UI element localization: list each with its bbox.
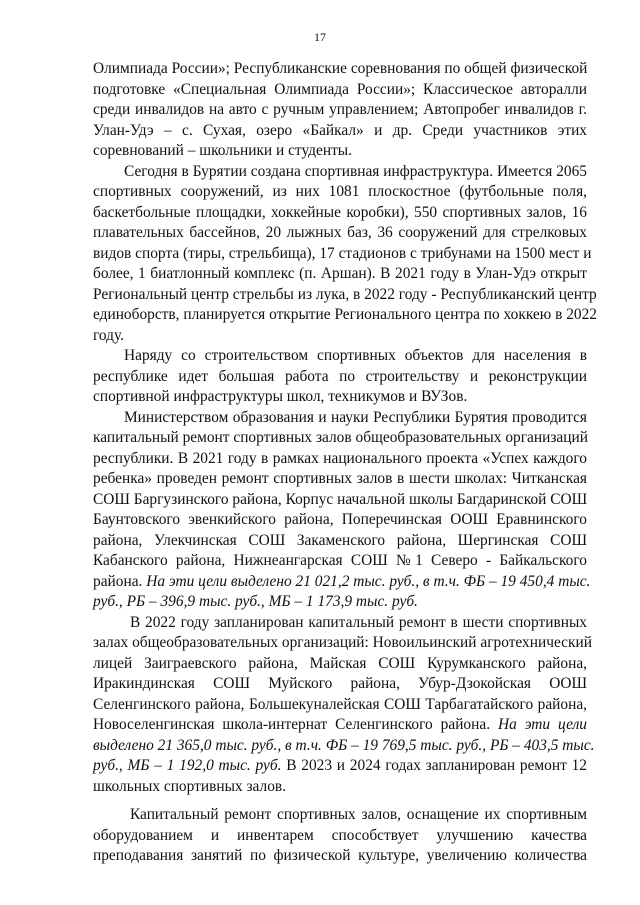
text-line: Селенгинского района, Большекуналейская СОШ Тарбагатайского района, (93, 695, 587, 713)
text-line: Министерством образования и науки Республики Бурятия проводится (124, 408, 587, 426)
text-line: оборудованием и инвентарем способствует улучшению качества (93, 826, 587, 844)
text-line: Наряду со строительством спортивных объектов для населения в (124, 347, 587, 364)
text-line: республики. В 2021 году в рамках национального проекта «Успех каждого (93, 449, 587, 467)
text-line (93, 715, 587, 736)
funding-text: выделено 21 365,0 тыс. руб., в т.ч. ФБ – 19 769,5 тыс. руб., РБ – 403,5 тыс. (93, 736, 595, 754)
text-line: ребенка» проведен ремонт спортивных залов в шести школах: Читканская (93, 470, 587, 487)
text-line: В 2022 году запланирован капитальный ремонт в шести спортивных (130, 613, 587, 631)
text-line: Региональный центр стрельбы из лука, в 2022 году - Республиканский центр (93, 285, 597, 303)
text-line (93, 756, 587, 777)
funding-text: На эти цели выделено 21 021,2 тыс. руб., в т.ч. ФБ – 19 450,4 тыс. (146, 572, 591, 590)
text-line: соревнований – школьники и студенты. (93, 142, 352, 159)
text-line: подготовке «Специальная Олимпиада России»; Классическое авторалли (93, 80, 587, 98)
text-line: лицей Заиграевского района, Майская СОШ Курумканского района, (93, 654, 587, 672)
text-segment: Новоселенгинская школа-интернат Селенгинского района. (93, 716, 498, 733)
text-line: Баунтовского эвенкийского района, Поперечинская ООШ Еравнинского (93, 511, 587, 528)
funding-text: руб., РБ – 396,9 тыс. руб., МБ – 1 173,9 тыс. руб. (93, 593, 418, 610)
text-line: плавательных бассейнов, 20 лыжных баз, 36 сооружений для стрелковых (93, 224, 587, 241)
text-line: района, Улекчинская СОШ Закаменского района, Шергинская СОШ (93, 531, 587, 549)
text-line: Сегодня в Бурятии создана спортивная инфраструктура. Имеется 2065 (124, 162, 587, 180)
text-line: республике идет большая работа по строительству и реконструкции (93, 367, 587, 385)
funding-text: На эти цели (497, 716, 587, 733)
text-line: Капитальный ремонт спортивных залов, оснащение их спортивным (130, 806, 587, 823)
text-line: баскетбольные площадки, хоккейные коробки), 550 спортивных залов, 16 (93, 203, 587, 221)
text-line: среди инвалидов на авто с ручным управлением; Автопробег инвалидов г. (93, 101, 587, 118)
text-line: школьных спортивных залов. (93, 777, 286, 795)
text-line: видов спорта (тиры, стрельбища), 17 стадионов с трибунами на 1500 мест и (93, 244, 592, 262)
text-line: более, 1 биатлонный комплекс (п. Аршан). В 2021 году в Улан-Удэ открыт (93, 265, 587, 282)
text-line: капитальный ремонт спортивных залов общеобразовательных организаций (93, 429, 588, 446)
text-segment: района. (93, 572, 147, 590)
text-line: залах общеобразовательных организаций: Новоильинский агротехнический (93, 634, 592, 651)
body-text (93, 59, 598, 867)
paragraph-gap (93, 797, 587, 805)
text-line: спортивной инфраструктуры школ, техникумов и ВУЗов. (93, 388, 468, 405)
text-line: Кабанского района, Нижнеангарская СОШ №1 Северо - Байкальского (93, 552, 587, 569)
text-line: Иракиндинская СОШ Муйского района, Убур-Дзокойская ООШ (93, 675, 587, 692)
text-line: СОШ Баргузинского района, Корпус начальной школы Багдаринской СОШ (93, 490, 588, 508)
text-line: спортивных сооружений, из них 1081 плоскостное (футбольные поля, (93, 183, 587, 200)
text-line: году. (93, 326, 125, 344)
funding-text: руб., МБ – 1 192,0 тыс. руб. (93, 757, 282, 774)
page-number: 17 (314, 30, 326, 44)
text-line: Улан-Удэ – с. Сухая, озеро «Байкал» и др. Среди участников этих (93, 121, 587, 139)
text-line (93, 572, 591, 593)
text-line: единоборств, планируется открытие Регионального центра по хоккею в 2022 (93, 306, 598, 323)
text-line: преподавания занятий по физической культуре, увеличению количества (93, 847, 587, 864)
text-segment: В 2023 и 2024 годах запланирован ремонт 12 (281, 757, 587, 774)
text-line: Олимпиада России»; Республиканские соревнования по общей физической (93, 60, 588, 77)
